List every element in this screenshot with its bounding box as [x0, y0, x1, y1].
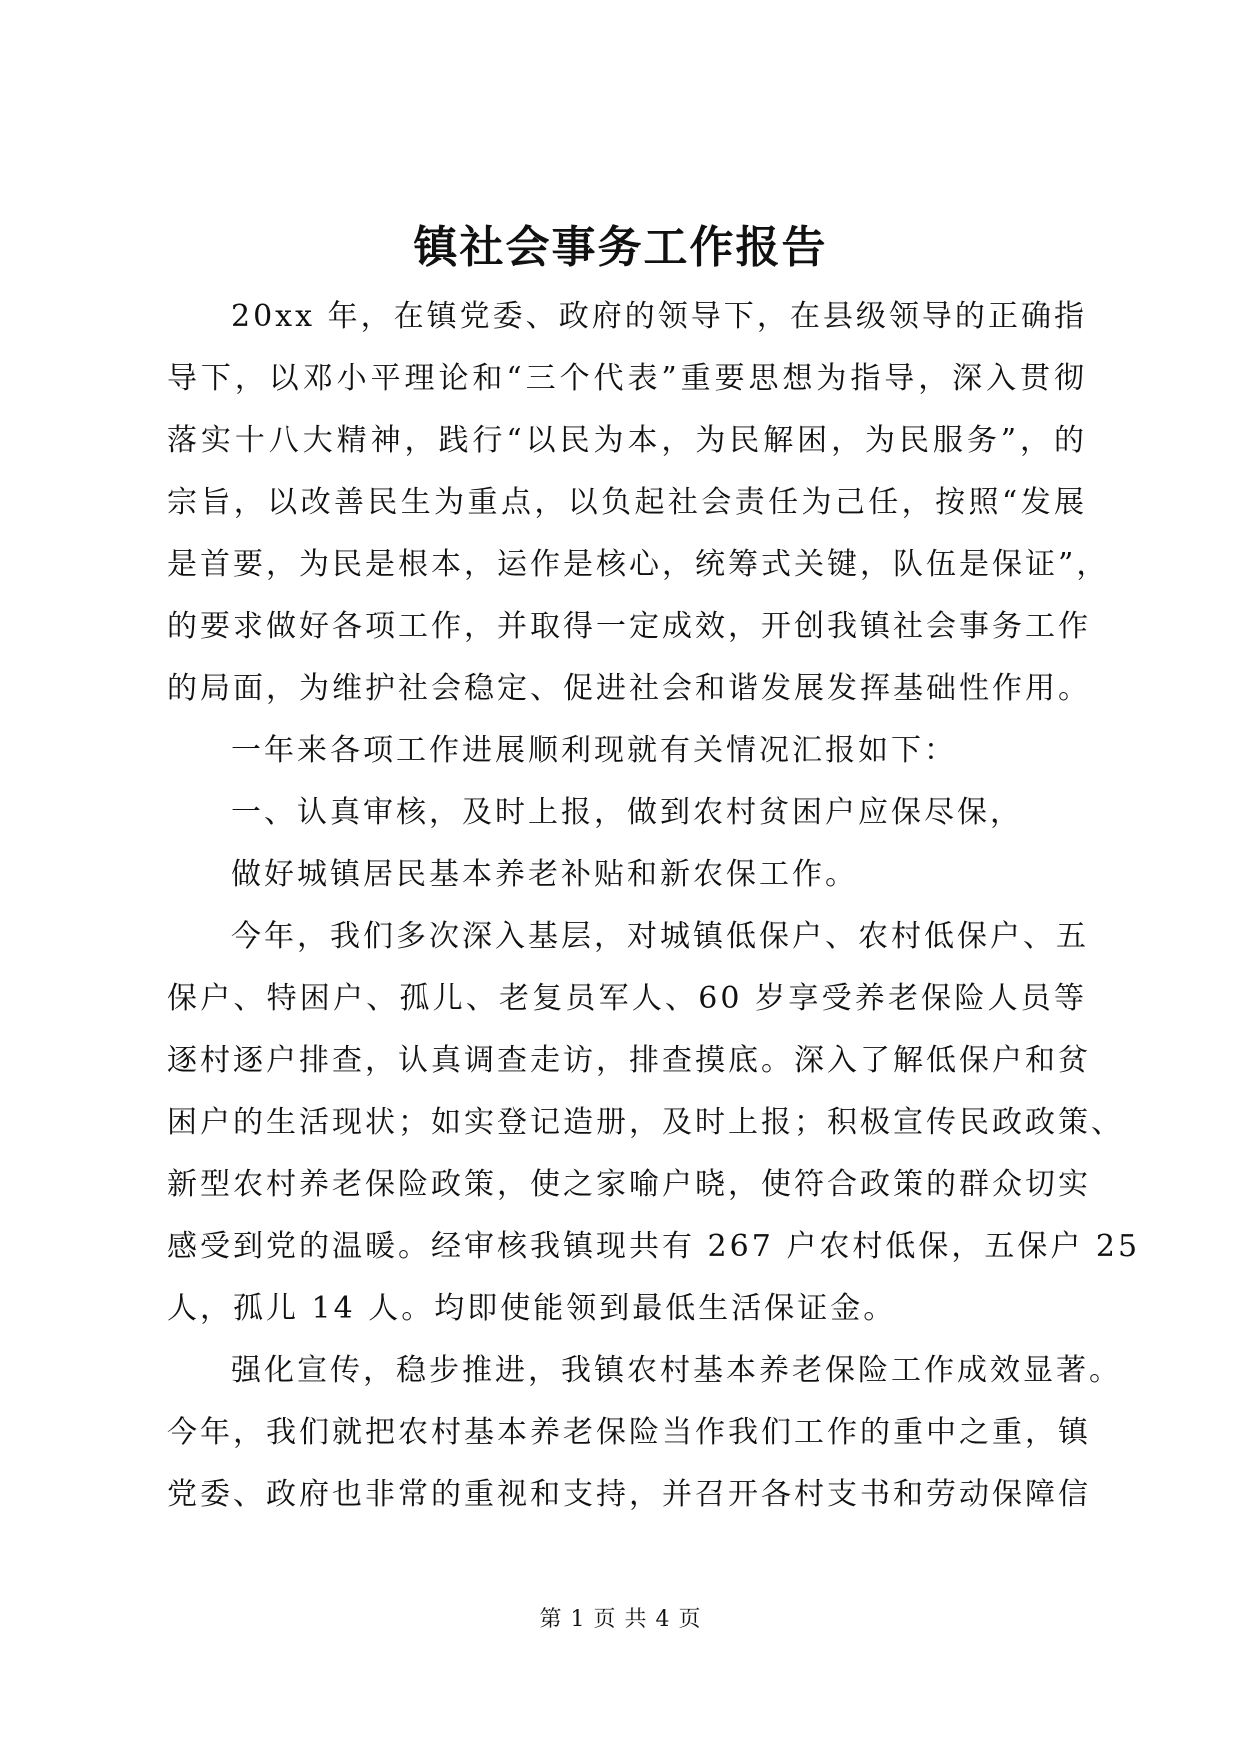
text-line: 今年，我们多次深入基层，对城镇低保户、农村低保户、五: [231, 919, 1089, 954]
document-body: [167, 286, 1141, 1526]
paragraph: [167, 844, 1087, 906]
text-line: 新型农村养老保险政策，使之家喻户晓，使符合政策的群众切实: [167, 1167, 1091, 1202]
text-line: 的要求做好各项工作，并取得一定成效，开创我镇社会事务工作: [167, 609, 1091, 644]
paragraph: [167, 906, 1141, 1340]
text-line: 一年来各项工作进展顺利现就有关情况汇报如下：: [231, 733, 957, 768]
paragraph: [167, 720, 1087, 782]
text-line: 人，孤儿 14 人。均即使能领到最低生活保证金。: [167, 1291, 897, 1326]
text-line: 宗旨，以改善民生为重点，以负起社会责任为己任，按照“发展: [167, 485, 1087, 520]
paragraph: [167, 286, 1110, 720]
text-line: 落实十八大精神，践行“以民为本，为民解困，为民服务”，的: [167, 423, 1087, 458]
text-line: 一、认真审核，及时上报，做到农村贫困户应保尽保，: [231, 795, 1023, 830]
text-line: 导下，以邓小平理论和“三个代表”重要思想为指导，深入贯彻: [167, 361, 1087, 396]
text-line: 感受到党的温暖。经审核我镇现共有 267 户农村低保，五保户 25: [167, 1229, 1141, 1264]
text-line: 今年，我们就把农村基本养老保险当作我们工作的重中之重，镇: [167, 1415, 1091, 1450]
paragraph: [167, 1340, 1122, 1526]
text-line: 党委、政府也非常的重视和支持，并召开各村支书和劳动保障信: [167, 1477, 1091, 1512]
page-title: 镇社会事务工作报告: [413, 222, 828, 273]
text-line: 是首要，为民是根本，运作是核心，统筹式关键，队伍是保证”，: [167, 547, 1110, 582]
text-line: 困户的生活现状；如实登记造册，及时上报；积极宣传民政政策、: [167, 1105, 1124, 1140]
page-footer: 第 1 页 共 4 页: [539, 1607, 702, 1632]
text-line: 做好城镇居民基本养老补贴和新农保工作。: [231, 857, 858, 892]
text-line: 20xx 年，在镇党委、政府的领导下，在县级领导的正确指: [231, 299, 1087, 334]
text-line: 逐村逐户排查，认真调查走访，排查摸底。深入了解低保户和贫: [167, 1043, 1091, 1078]
text-line: 强化宣传，稳步推进，我镇农村基本养老保险工作成效显著。: [231, 1353, 1122, 1388]
text-line: 保户、特困户、孤儿、老复员军人、60 岁享受养老保险人员等: [167, 981, 1087, 1016]
section-heading: [167, 782, 1087, 844]
text-line: 的局面，为维护社会稳定、促进社会和谐发展发挥基础性作用。: [167, 671, 1091, 706]
